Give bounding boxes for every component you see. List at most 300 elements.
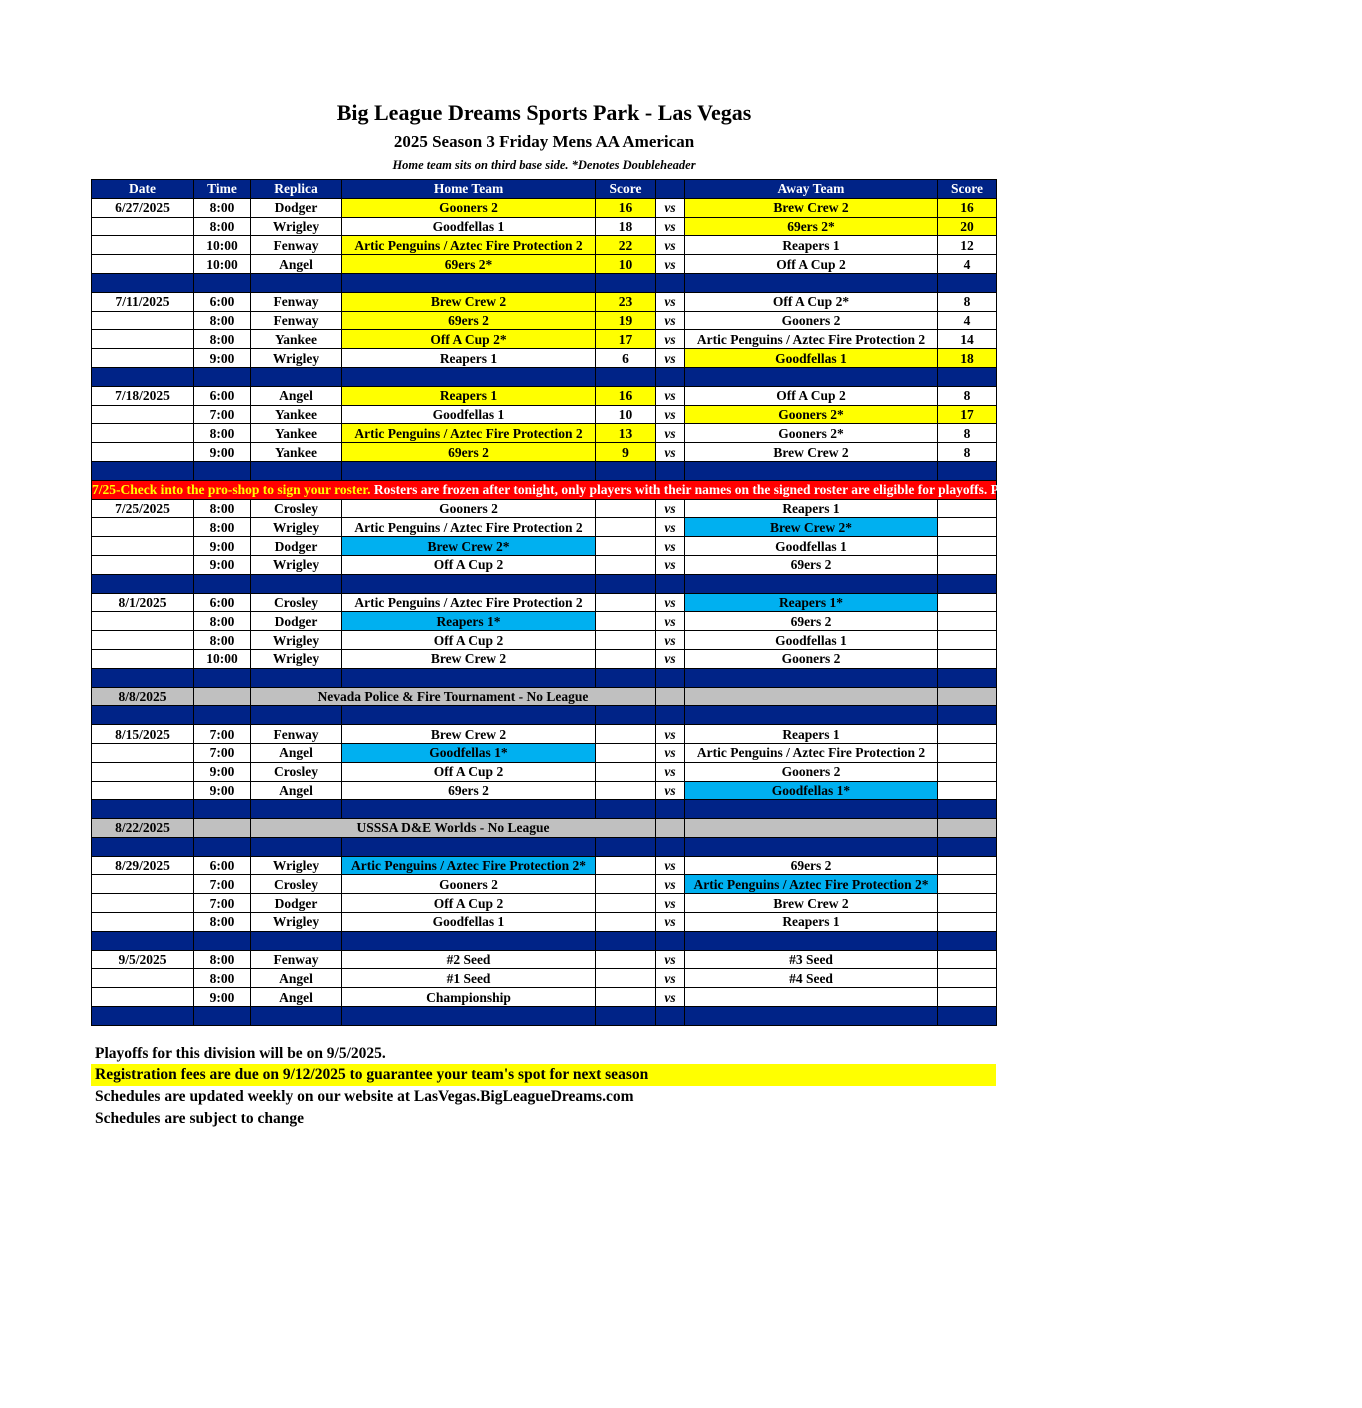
away-team: Artic Penguins / Aztec Fire Protection 2	[685, 330, 938, 349]
separator-cell	[194, 1007, 251, 1026]
home-team: Off A Cup 2	[342, 894, 596, 913]
separator-cell	[596, 1007, 656, 1026]
separator-cell	[656, 273, 685, 292]
game-time: 9:00	[194, 443, 251, 462]
separator-cell	[596, 837, 656, 856]
game-time: 7:00	[194, 875, 251, 894]
off-week-row	[92, 687, 997, 706]
away-score	[938, 537, 997, 556]
separator-cell	[596, 800, 656, 819]
separator-cell	[342, 931, 596, 950]
vs-label: vs	[656, 649, 685, 668]
home-score	[596, 631, 656, 650]
game-replica: Fenway	[251, 292, 342, 311]
game-row	[92, 217, 997, 236]
week-separator	[92, 931, 997, 950]
col-time: Time	[194, 180, 251, 199]
game-row	[92, 443, 997, 462]
col-away-score: Score	[938, 180, 997, 199]
separator-cell	[656, 800, 685, 819]
game-replica: Dodger	[251, 537, 342, 556]
game-time: 8:00	[194, 913, 251, 932]
home-team: 69ers 2	[342, 443, 596, 462]
roster-notice-highlight: 7/25-Check into the pro-shop to sign your roster.	[92, 482, 371, 498]
game-date: 8/22/2025	[92, 819, 194, 838]
separator-cell	[194, 837, 251, 856]
footer-disclaimer: Schedules are subject to change	[95, 1110, 304, 1127]
game-time: 10:00	[194, 255, 251, 274]
game-replica: Angel	[251, 386, 342, 405]
separator-cell	[92, 273, 194, 292]
game-time: 9:00	[194, 537, 251, 556]
game-replica: Dodger	[251, 612, 342, 631]
separator-cell	[656, 574, 685, 593]
vs-label: vs	[656, 255, 685, 274]
game-replica: Wrigley	[251, 913, 342, 932]
away-score	[938, 969, 997, 988]
separator-cell	[596, 273, 656, 292]
home-score	[596, 518, 656, 537]
vs-label: vs	[656, 236, 685, 255]
game-replica: Dodger	[251, 198, 342, 217]
game-time: 9:00	[194, 349, 251, 368]
separator-cell	[938, 1007, 997, 1026]
away-team: Artic Penguins / Aztec Fire Protection 2	[685, 743, 938, 762]
page-subtitle: 2025 Season 3 Friday Mens AA American	[393, 132, 695, 151]
home-team: Artic Penguins / Aztec Fire Protection 2	[342, 236, 596, 255]
away-team: Reapers 1	[685, 499, 938, 518]
away-team: Gooners 2	[685, 649, 938, 668]
away-score: 18	[938, 349, 997, 368]
home-team: #1 Seed	[342, 969, 596, 988]
away-team: Off A Cup 2*	[685, 292, 938, 311]
page-title: Big League Dreams Sports Park - Las Vegas	[336, 100, 752, 125]
game-replica: Yankee	[251, 330, 342, 349]
separator-cell	[342, 668, 596, 687]
separator-cell	[251, 706, 342, 725]
separator-cell	[342, 574, 596, 593]
week-separator	[92, 668, 997, 687]
header-row	[92, 180, 997, 199]
separator-cell	[194, 800, 251, 819]
week-separator	[92, 800, 997, 819]
separator-cell	[656, 1007, 685, 1026]
home-score	[596, 612, 656, 631]
off-week-row	[92, 819, 997, 838]
separator-cell	[92, 668, 194, 687]
separator-cell	[938, 574, 997, 593]
week-separator	[92, 837, 997, 856]
separator-cell	[685, 1007, 938, 1026]
vs-label: vs	[656, 330, 685, 349]
game-date: 7/25/2025	[92, 499, 194, 518]
separator-cell	[194, 706, 251, 725]
footer-playoffs: Playoffs for this division will be on 9/5/2025.	[95, 1045, 386, 1062]
home-team: Goodfellas 1	[342, 217, 596, 236]
game-time: 6:00	[194, 386, 251, 405]
away-team: Gooners 2*	[685, 405, 938, 424]
game-time: 9:00	[194, 781, 251, 800]
home-score	[596, 781, 656, 800]
game-date: 6/27/2025	[92, 198, 194, 217]
vs-label: vs	[656, 405, 685, 424]
separator-cell	[596, 706, 656, 725]
game-replica: Crosley	[251, 593, 342, 612]
schedule-note: Home team sits on third base side. *Denotes Doubleheader	[392, 158, 696, 172]
game-row	[92, 518, 997, 537]
footer-registration: Registration fees are due on 9/12/2025 to guarantee your team's spot for next season	[91, 1064, 996, 1086]
game-date: 8/1/2025	[92, 593, 194, 612]
game-time: 8:00	[194, 330, 251, 349]
game-date	[92, 969, 194, 988]
separator-cell	[92, 800, 194, 819]
separator-cell	[685, 273, 938, 292]
home-score: 23	[596, 292, 656, 311]
vs-label: vs	[656, 988, 685, 1007]
game-replica: Yankee	[251, 424, 342, 443]
separator-cell	[685, 800, 938, 819]
away-team: Gooners 2	[685, 311, 938, 330]
home-score	[596, 725, 656, 744]
away-score: 4	[938, 255, 997, 274]
home-score	[596, 499, 656, 518]
away-score	[938, 950, 997, 969]
game-replica: Dodger	[251, 894, 342, 913]
game-date	[92, 443, 194, 462]
game-date	[92, 913, 194, 932]
game-time: 8:00	[194, 518, 251, 537]
game-row	[92, 555, 997, 574]
away-team: #3 Seed	[685, 950, 938, 969]
separator-cell	[342, 837, 596, 856]
game-row	[92, 349, 997, 368]
vs-label: vs	[656, 386, 685, 405]
home-score: 19	[596, 311, 656, 330]
away-team: 69ers 2	[685, 856, 938, 875]
separator-cell	[596, 668, 656, 687]
away-team: Goodfellas 1	[685, 631, 938, 650]
schedule-table	[91, 179, 1362, 1026]
separator-cell	[596, 574, 656, 593]
game-row	[92, 969, 997, 988]
separator-cell	[596, 367, 656, 386]
game-row	[92, 612, 997, 631]
game-replica: Crosley	[251, 499, 342, 518]
week-separator	[92, 574, 997, 593]
home-score	[596, 555, 656, 574]
home-team: Gooners 2	[342, 499, 596, 518]
separator-cell	[685, 461, 938, 480]
away-team: Gooners 2*	[685, 424, 938, 443]
home-score	[596, 950, 656, 969]
home-score	[596, 537, 656, 556]
separator-cell	[656, 367, 685, 386]
game-replica: Crosley	[251, 762, 342, 781]
home-score: 10	[596, 255, 656, 274]
away-team: Goodfellas 1	[685, 537, 938, 556]
separator-cell	[938, 461, 997, 480]
away-team: Off A Cup 2	[685, 255, 938, 274]
home-score: 9	[596, 443, 656, 462]
game-date	[92, 236, 194, 255]
col-away-team: Away Team	[685, 180, 938, 199]
away-score: 4	[938, 311, 997, 330]
game-time: 9:00	[194, 988, 251, 1007]
away-score	[938, 612, 997, 631]
game-row	[92, 743, 997, 762]
separator-cell	[92, 706, 194, 725]
away-team: Goodfellas 1*	[685, 781, 938, 800]
separator-cell	[342, 273, 596, 292]
game-time: 7:00	[194, 894, 251, 913]
game-row	[92, 781, 997, 800]
away-score: 8	[938, 386, 997, 405]
home-score: 16	[596, 386, 656, 405]
game-row	[92, 236, 997, 255]
game-row	[92, 424, 997, 443]
game-date	[92, 405, 194, 424]
roster-notice	[92, 480, 1362, 499]
game-time: 8:00	[194, 311, 251, 330]
separator-cell	[342, 1007, 596, 1026]
separator-cell	[251, 367, 342, 386]
off-week-label: USSSA D&E Worlds - No League	[251, 819, 656, 838]
vs-label: vs	[656, 612, 685, 631]
blank-cell	[194, 687, 251, 706]
vs-label: vs	[656, 762, 685, 781]
game-time: 6:00	[194, 593, 251, 612]
home-score	[596, 593, 656, 612]
separator-cell	[194, 931, 251, 950]
separator-cell	[251, 273, 342, 292]
away-score	[938, 555, 997, 574]
separator-cell	[194, 574, 251, 593]
game-date	[92, 349, 194, 368]
col-home-score: Score	[596, 180, 656, 199]
blank-cell	[656, 819, 685, 838]
game-time: 6:00	[194, 292, 251, 311]
separator-cell	[194, 668, 251, 687]
separator-cell	[251, 800, 342, 819]
home-team: Off A Cup 2	[342, 555, 596, 574]
week-separator	[92, 367, 997, 386]
away-score	[938, 894, 997, 913]
away-team: Gooners 2	[685, 762, 938, 781]
separator-cell	[342, 367, 596, 386]
vs-label: vs	[656, 518, 685, 537]
separator-cell	[92, 367, 194, 386]
home-score	[596, 988, 656, 1007]
game-replica: Wrigley	[251, 555, 342, 574]
away-score: 16	[938, 198, 997, 217]
separator-cell	[685, 367, 938, 386]
game-time: 7:00	[194, 725, 251, 744]
home-score	[596, 856, 656, 875]
week-separator	[92, 706, 997, 725]
home-team: Brew Crew 2	[342, 725, 596, 744]
separator-cell	[251, 668, 342, 687]
game-date	[92, 217, 194, 236]
blank-cell	[656, 687, 685, 706]
home-team: Brew Crew 2	[342, 649, 596, 668]
game-time: 8:00	[194, 198, 251, 217]
game-date	[92, 988, 194, 1007]
separator-cell	[251, 461, 342, 480]
away-score	[938, 762, 997, 781]
away-score	[938, 649, 997, 668]
game-time: 8:00	[194, 499, 251, 518]
away-score	[938, 781, 997, 800]
home-score: 10	[596, 405, 656, 424]
blank-cell	[685, 819, 938, 838]
away-score	[938, 518, 997, 537]
game-date: 9/5/2025	[92, 950, 194, 969]
home-team: Goodfellas 1	[342, 913, 596, 932]
separator-cell	[251, 574, 342, 593]
separator-cell	[938, 837, 997, 856]
vs-label: vs	[656, 950, 685, 969]
game-row	[92, 386, 997, 405]
game-date	[92, 762, 194, 781]
game-time: 8:00	[194, 969, 251, 988]
game-date	[92, 330, 194, 349]
away-score	[938, 988, 997, 1007]
game-time: 8:00	[194, 217, 251, 236]
separator-cell	[251, 1007, 342, 1026]
game-row	[92, 593, 997, 612]
game-date	[92, 781, 194, 800]
roster-notice-row	[92, 480, 997, 499]
game-date: 8/15/2025	[92, 725, 194, 744]
separator-cell	[656, 931, 685, 950]
game-row	[92, 405, 997, 424]
blank-cell	[938, 687, 997, 706]
home-score	[596, 649, 656, 668]
separator-cell	[92, 574, 194, 593]
away-team: Reapers 1*	[685, 593, 938, 612]
game-time: 8:00	[194, 631, 251, 650]
home-score	[596, 894, 656, 913]
home-team: Goodfellas 1	[342, 405, 596, 424]
away-score	[938, 725, 997, 744]
game-row	[92, 198, 997, 217]
home-team: Reapers 1	[342, 386, 596, 405]
home-team: Gooners 2	[342, 198, 596, 217]
game-date: 8/8/2025	[92, 687, 194, 706]
away-team: 69ers 2	[685, 612, 938, 631]
game-replica: Fenway	[251, 236, 342, 255]
blank-cell	[938, 819, 997, 838]
separator-cell	[656, 668, 685, 687]
away-score: 12	[938, 236, 997, 255]
col-replica: Replica	[251, 180, 342, 199]
home-team: #2 Seed	[342, 950, 596, 969]
vs-label: vs	[656, 913, 685, 932]
game-date	[92, 875, 194, 894]
game-time: 8:00	[194, 612, 251, 631]
separator-cell	[194, 461, 251, 480]
game-row	[92, 725, 997, 744]
game-date: 7/11/2025	[92, 292, 194, 311]
game-replica: Wrigley	[251, 217, 342, 236]
home-team: Off A Cup 2*	[342, 330, 596, 349]
home-score: 18	[596, 217, 656, 236]
home-score	[596, 762, 656, 781]
separator-cell	[656, 837, 685, 856]
separator-cell	[251, 931, 342, 950]
game-row	[92, 875, 997, 894]
game-time: 7:00	[194, 743, 251, 762]
game-date	[92, 424, 194, 443]
vs-label: vs	[656, 593, 685, 612]
game-row	[92, 988, 997, 1007]
away-team: Brew Crew 2	[685, 443, 938, 462]
home-score: 22	[596, 236, 656, 255]
vs-label: vs	[656, 725, 685, 744]
game-time: 10:00	[194, 236, 251, 255]
away-score	[938, 631, 997, 650]
blank-cell	[194, 819, 251, 838]
away-score	[938, 913, 997, 932]
away-team: Brew Crew 2	[685, 198, 938, 217]
game-row	[92, 894, 997, 913]
game-replica: Wrigley	[251, 649, 342, 668]
game-row	[92, 330, 997, 349]
separator-cell	[342, 706, 596, 725]
week-separator	[92, 273, 997, 292]
home-team: Reapers 1*	[342, 612, 596, 631]
away-score: 17	[938, 405, 997, 424]
game-row	[92, 649, 997, 668]
home-team: Off A Cup 2	[342, 631, 596, 650]
home-score: 16	[596, 198, 656, 217]
game-replica: Angel	[251, 969, 342, 988]
home-team: 69ers 2	[342, 781, 596, 800]
footer-website: Schedules are updated weekly on our website at LasVegas.BigLeagueDreams.com	[95, 1088, 634, 1105]
game-date: 7/18/2025	[92, 386, 194, 405]
home-score	[596, 743, 656, 762]
away-team: #4 Seed	[685, 969, 938, 988]
game-replica: Fenway	[251, 311, 342, 330]
home-team: Brew Crew 2	[342, 292, 596, 311]
separator-cell	[938, 367, 997, 386]
game-replica: Angel	[251, 255, 342, 274]
game-row	[92, 950, 997, 969]
away-score	[938, 499, 997, 518]
home-team: Goodfellas 1*	[342, 743, 596, 762]
game-row	[92, 631, 997, 650]
game-replica: Yankee	[251, 405, 342, 424]
separator-cell	[194, 273, 251, 292]
away-score: 8	[938, 292, 997, 311]
home-team: Off A Cup 2	[342, 762, 596, 781]
vs-label: vs	[656, 743, 685, 762]
week-separator	[92, 461, 997, 480]
vs-label: vs	[656, 424, 685, 443]
game-date	[92, 255, 194, 274]
col-home-team: Home Team	[342, 180, 596, 199]
away-score: 8	[938, 443, 997, 462]
game-row	[92, 762, 997, 781]
game-row	[92, 856, 997, 875]
game-replica: Angel	[251, 743, 342, 762]
game-replica: Angel	[251, 988, 342, 1007]
home-team: Artic Penguins / Aztec Fire Protection 2	[342, 518, 596, 537]
home-team: Gooners 2	[342, 875, 596, 894]
away-team	[685, 988, 938, 1007]
home-team: Reapers 1	[342, 349, 596, 368]
separator-cell	[938, 800, 997, 819]
